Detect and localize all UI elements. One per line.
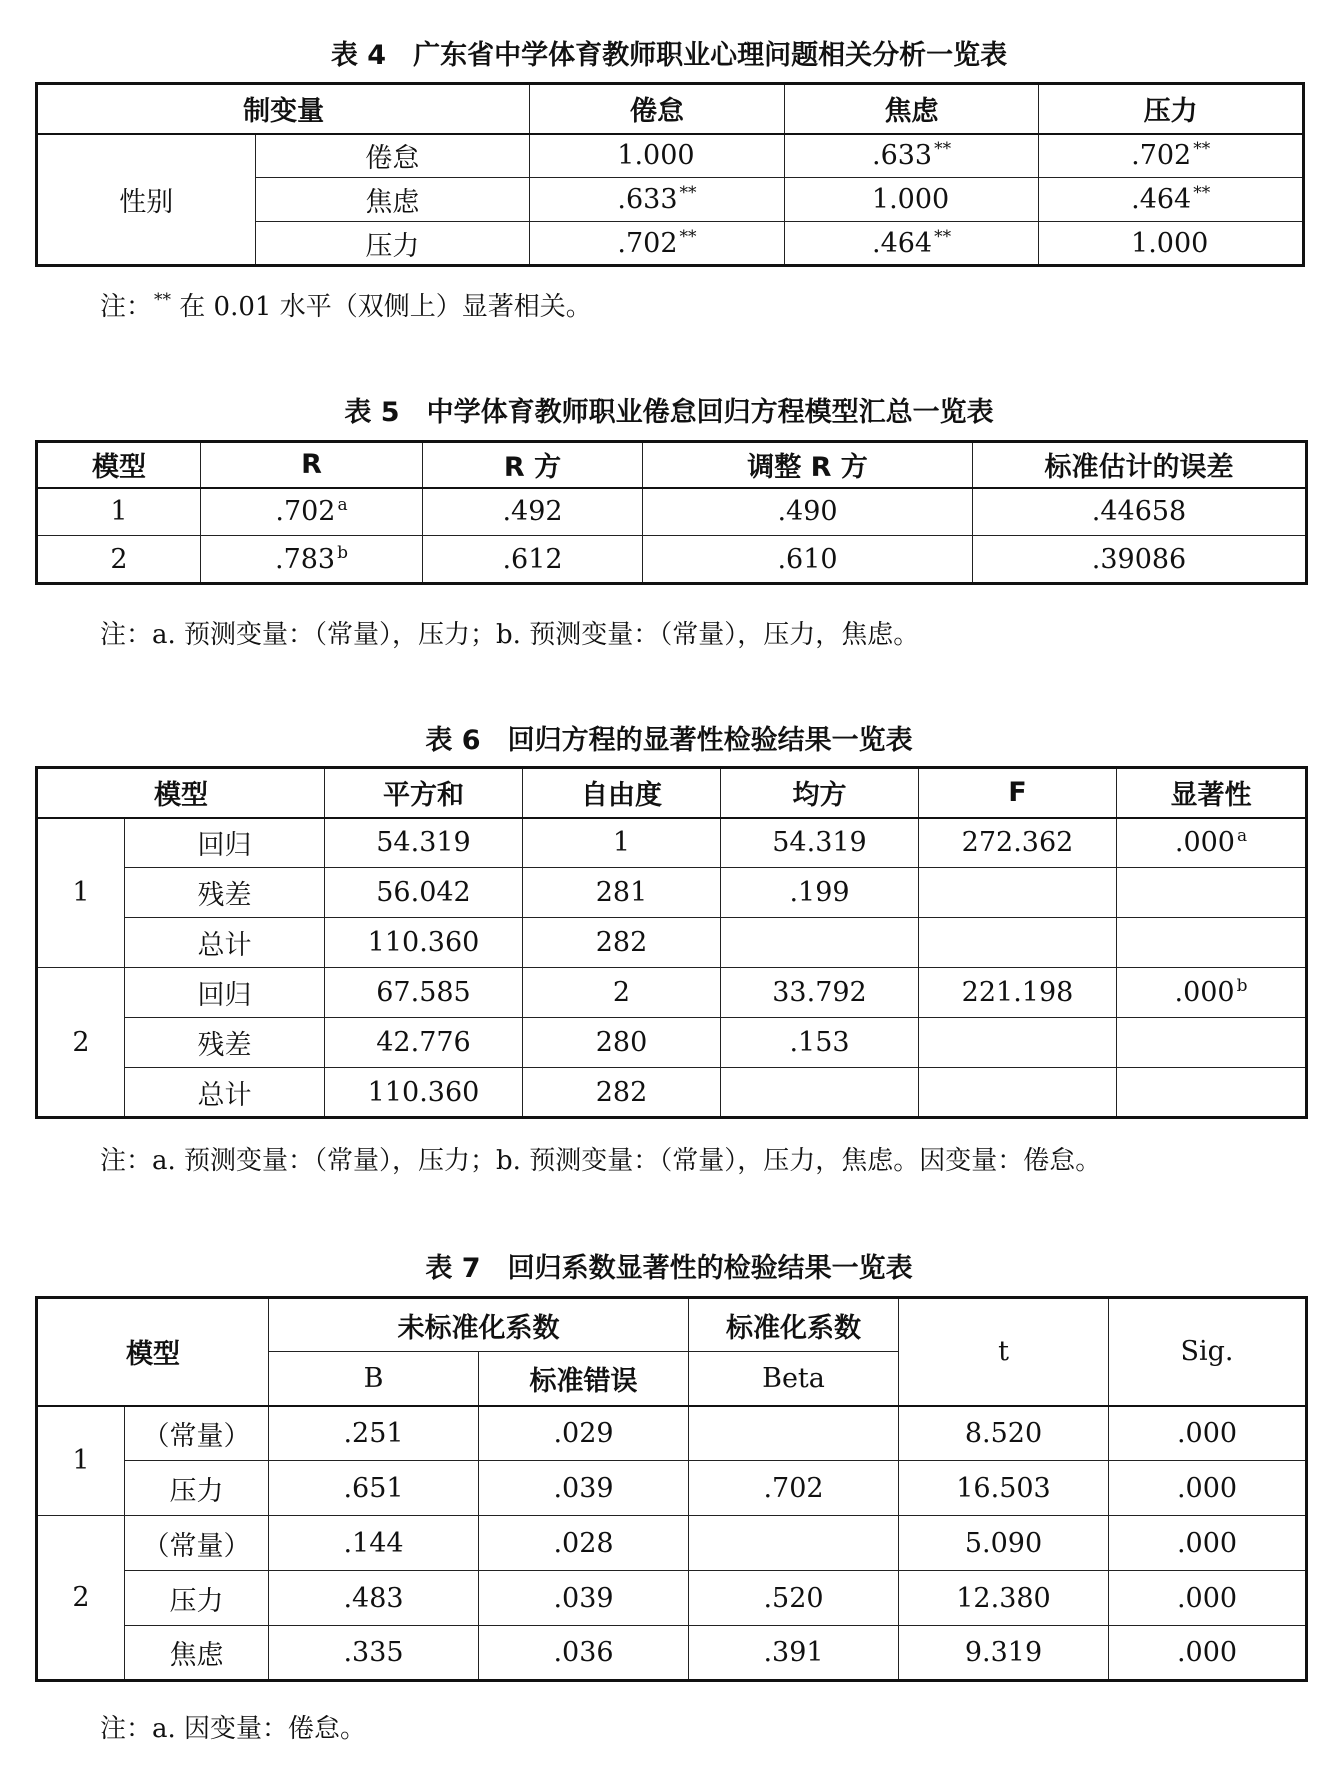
row-label: 回归 [125, 968, 325, 1018]
row-label: 总计 [125, 1068, 325, 1118]
table-row [37, 488, 1307, 536]
table4-header-burnout: 倦怠 [530, 84, 785, 134]
table-cell [919, 1068, 1117, 1118]
row-label: 焦虑 [255, 178, 530, 222]
table6-header-significance: 显著性 [1117, 768, 1307, 818]
table-cell: 54.319 [325, 818, 523, 868]
table7-header-row-1 [37, 1298, 1307, 1352]
table-cell: 282 [523, 1068, 721, 1118]
table-cell: .036 [479, 1626, 689, 1681]
table-cell [1117, 918, 1307, 968]
row-label: 残差 [125, 868, 325, 918]
table-cell: 1 [37, 488, 201, 536]
table-cell: .702 $^a$ [201, 488, 423, 536]
table-cell: .702 [689, 1461, 899, 1516]
table-cell: .000 [1109, 1626, 1307, 1681]
table-cell: .000 [1109, 1406, 1307, 1461]
table-cell: 110.360 [325, 918, 523, 968]
table-cell: .000 [1109, 1516, 1307, 1571]
table-cell: .251 [269, 1406, 479, 1461]
table-cell: .464 ** [784, 222, 1039, 266]
table-cell: 8.520 [899, 1406, 1109, 1461]
table6-header-f: F [919, 768, 1117, 818]
table-cell: 221.198 [919, 968, 1117, 1018]
table-cell: .651 [269, 1461, 479, 1516]
table5-note: 注：a. 预测变量：（常量），压力；b. 预测变量：（常量），压力，焦虑。 [100, 620, 920, 650]
table-cell: 2 [523, 968, 721, 1018]
table7-note: 注：a. 因变量：倦怠。 [100, 1714, 367, 1744]
table-cell [919, 868, 1117, 918]
table-cell [721, 918, 919, 968]
table7-header-standardized: 标准化系数 [689, 1298, 899, 1352]
table-cell: 272.362 [919, 818, 1117, 868]
table6 [35, 766, 1308, 1119]
table-cell: 1.000 [784, 178, 1039, 222]
table7-header-std-error: 标准错误 [479, 1352, 689, 1406]
table-cell: .39086 [973, 536, 1307, 584]
table-cell [1117, 868, 1307, 918]
table4-group-label: 性别 [37, 134, 256, 266]
table-cell [721, 1068, 919, 1118]
table5-header-r: R [201, 442, 423, 488]
table-cell: 54.319 [721, 818, 919, 868]
table-row [37, 1018, 1307, 1068]
table-cell: 1.000 [1039, 222, 1304, 266]
row-label: （常量） [125, 1516, 269, 1571]
table-cell: .492 [423, 488, 643, 536]
table-cell: 16.503 [899, 1461, 1109, 1516]
table5 [35, 440, 1308, 585]
table-cell: 12.380 [899, 1571, 1109, 1626]
table-row [37, 1516, 1307, 1571]
table-row [37, 1626, 1307, 1681]
table7-header-beta: Beta [689, 1352, 899, 1406]
table6-header-model: 模型 [37, 768, 325, 818]
table-cell: 33.792 [721, 968, 919, 1018]
table-cell: .520 [689, 1571, 899, 1626]
table-row [37, 968, 1307, 1018]
table7-caption: 表 7 回归系数显著性的检验结果一览表 [425, 1253, 913, 1284]
row-label: 倦怠 [255, 134, 530, 178]
table-cell: .44658 [973, 488, 1307, 536]
table6-header-row [37, 768, 1307, 818]
table5-header-r-square: R 方 [423, 442, 643, 488]
row-label: 回归 [125, 818, 325, 868]
table5-header-adjusted-r-square: 调整 R 方 [643, 442, 973, 488]
table-cell [1117, 1018, 1307, 1068]
table-cell: 282 [523, 918, 721, 968]
table-cell: .028 [479, 1516, 689, 1571]
table6-header-sum-of-squares: 平方和 [325, 768, 523, 818]
table4-header-control: 制变量 [37, 84, 530, 134]
table-row [37, 1406, 1307, 1461]
table-row [37, 536, 1307, 584]
model-number: 1 [37, 818, 125, 968]
table-cell: .029 [479, 1406, 689, 1461]
table-cell: 56.042 [325, 868, 523, 918]
row-label: 残差 [125, 1018, 325, 1068]
table-row [37, 818, 1307, 868]
model-number: 2 [37, 1516, 125, 1681]
row-label: （常量） [125, 1406, 269, 1461]
model-number: 2 [37, 968, 125, 1118]
table4-header-stress: 压力 [1039, 84, 1304, 134]
table-cell: .000 [1109, 1571, 1307, 1626]
table-cell: .000 [1109, 1461, 1307, 1516]
row-label: 焦虑 [125, 1626, 269, 1681]
table7-header-model: 模型 [37, 1298, 269, 1406]
table-cell [919, 1018, 1117, 1068]
table5-caption: 表 5 中学体育教师职业倦怠回归方程模型汇总一览表 [344, 397, 994, 428]
table-row [37, 918, 1307, 968]
row-label: 压力 [125, 1461, 269, 1516]
table-cell: .039 [479, 1571, 689, 1626]
table-cell: 5.090 [899, 1516, 1109, 1571]
table-row [37, 1068, 1307, 1118]
row-label: 总计 [125, 918, 325, 968]
table-cell: .483 [269, 1571, 479, 1626]
table-cell: .783 $^b$ [201, 536, 423, 584]
table-cell: 280 [523, 1018, 721, 1068]
table-cell: .039 [479, 1461, 689, 1516]
table7-header-sig: Sig. [1109, 1298, 1307, 1406]
table6-caption: 表 6 回归方程的显著性检验结果一览表 [425, 725, 913, 756]
table-cell [919, 918, 1117, 968]
table-cell: .000 $^a$ [1117, 818, 1307, 868]
table-row [37, 1571, 1307, 1626]
table-cell: 2 [37, 536, 201, 584]
table4-caption: 表 4 广东省中学体育教师职业心理问题相关分析一览表 [330, 40, 1008, 71]
table-cell: .153 [721, 1018, 919, 1068]
table5-header-row [37, 442, 1307, 488]
table4-header-row [37, 84, 1304, 134]
table7-header-unstandardized: 未标准化系数 [269, 1298, 689, 1352]
table6-header-mean-square: 均方 [721, 768, 919, 818]
table6-note: 注：a. 预测变量：（常量），压力；b. 预测变量：（常量），压力，焦虑。因变量：倦怠。 [100, 1146, 1102, 1176]
table-cell: 1.000 [530, 134, 785, 178]
table-cell: .612 [423, 536, 643, 584]
table5-header-std-error: 标准估计的误差 [973, 442, 1307, 488]
table-cell [689, 1516, 899, 1571]
table-cell [1117, 1068, 1307, 1118]
table4 [35, 82, 1305, 267]
table-row [37, 134, 1304, 178]
table-cell: .000 $^b$ [1117, 968, 1307, 1018]
table-cell: .702 ** [1039, 134, 1304, 178]
table-cell: 1 [523, 818, 721, 868]
table7 [35, 1296, 1308, 1682]
table4-header-anxiety: 焦虑 [784, 84, 1039, 134]
table-row [37, 1461, 1307, 1516]
table-cell: .633 ** [530, 178, 785, 222]
table-cell [689, 1406, 899, 1461]
table-cell: .144 [269, 1516, 479, 1571]
row-label: 压力 [125, 1571, 269, 1626]
table-cell: 42.776 [325, 1018, 523, 1068]
table-cell: .464 ** [1039, 178, 1304, 222]
table-cell: .702 ** [530, 222, 785, 266]
row-label: 压力 [255, 222, 530, 266]
model-number: 1 [37, 1406, 125, 1516]
table-row [37, 868, 1307, 918]
table-cell: .335 [269, 1626, 479, 1681]
table4-note: 注： ** 在 0.01 水平（双侧上）显著相关。 [100, 290, 592, 322]
table-cell: 110.360 [325, 1068, 523, 1118]
table-cell: .490 [643, 488, 973, 536]
table-cell: 281 [523, 868, 721, 918]
table5-header-model: 模型 [37, 442, 201, 488]
table-cell: 67.585 [325, 968, 523, 1018]
table-cell: .199 [721, 868, 919, 918]
table7-header-t: t [899, 1298, 1109, 1406]
table7-header-b: B [269, 1352, 479, 1406]
table6-header-df: 自由度 [523, 768, 721, 818]
table-cell: .633 ** [784, 134, 1039, 178]
table-cell: .610 [643, 536, 973, 584]
table-cell: .391 [689, 1626, 899, 1681]
table-cell: 9.319 [899, 1626, 1109, 1681]
